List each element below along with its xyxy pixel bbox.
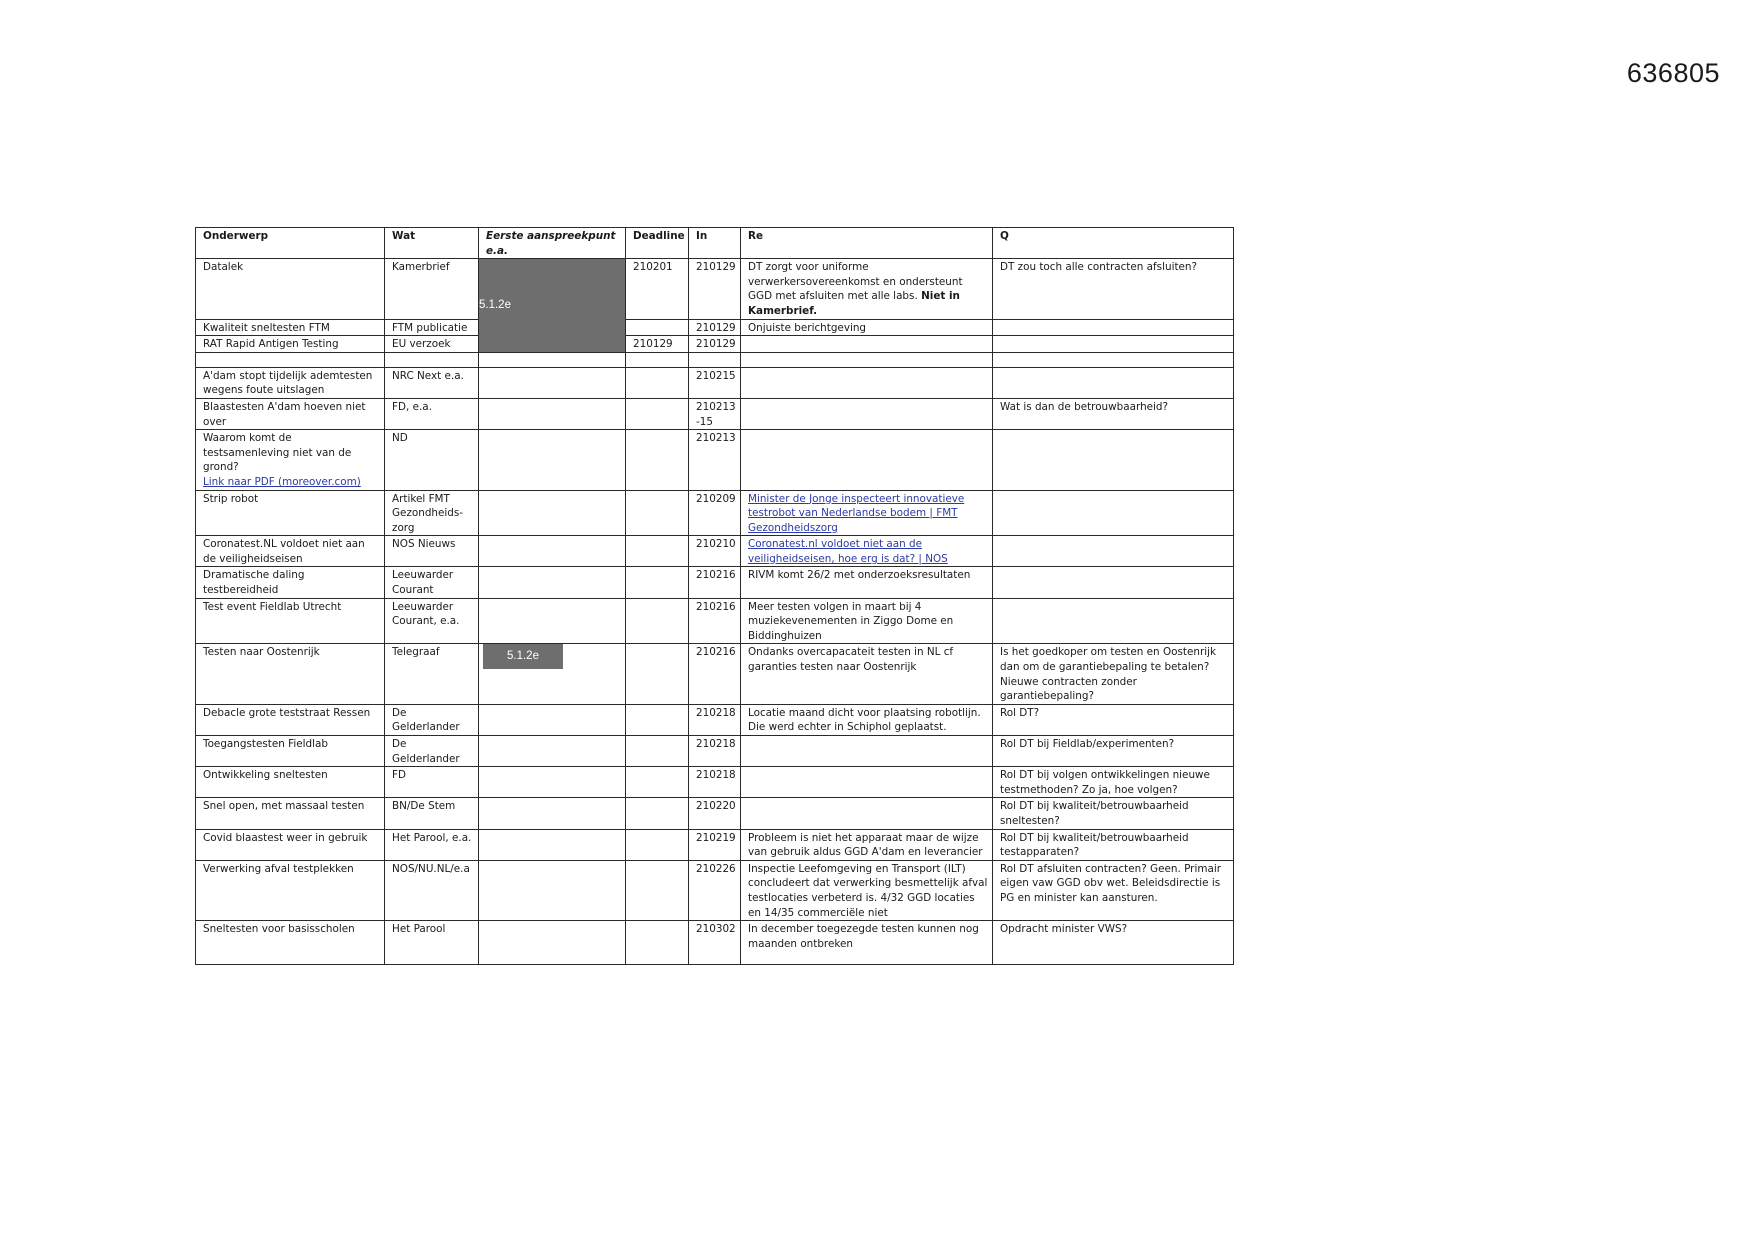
cell-in: 210216 bbox=[689, 567, 741, 598]
cell-onderwerp: Toegangstesten Fieldlab bbox=[196, 736, 385, 767]
cell-re: Locatie maand dicht voor plaatsing robotlijn. Die werd echter in Schiphol geplaatst. bbox=[741, 704, 993, 735]
pdf-link[interactable]: Link naar PDF (moreover.com) bbox=[203, 475, 361, 488]
cell-deadline bbox=[626, 860, 689, 920]
cell-in: 210213-15 bbox=[689, 398, 741, 429]
cell-re bbox=[741, 736, 993, 767]
cell-q bbox=[993, 567, 1234, 598]
cell-wat: EU verzoek bbox=[385, 336, 479, 353]
cell-re: RIVM komt 26/2 met onderzoeksresultaten bbox=[741, 567, 993, 598]
cell-wat: Telegraaf bbox=[385, 644, 479, 704]
table-row bbox=[196, 367, 1234, 398]
cell-deadline bbox=[626, 319, 689, 336]
redaction-code: 5.1.2e bbox=[507, 650, 539, 663]
cell-onderwerp: Sneltesten voor basisscholen bbox=[196, 921, 385, 965]
cell-onderwerp: Strip robot bbox=[196, 490, 385, 536]
cell-onderwerp: Covid blaastest weer in gebruik bbox=[196, 829, 385, 860]
cell-deadline bbox=[626, 352, 689, 367]
cell-re bbox=[741, 352, 993, 367]
cell-aanspreekpunt bbox=[479, 644, 626, 704]
table-row bbox=[196, 644, 1234, 704]
cell-q: Is het goedkoper om testen en Oostenrijk dan om de garantiebepaling te betalen? Nieuwe contracten zonder garantiebepaling? bbox=[993, 644, 1234, 704]
cell-deadline bbox=[626, 644, 689, 704]
header-wat: Wat bbox=[385, 228, 479, 259]
table-header-row bbox=[196, 228, 1234, 259]
table-row bbox=[196, 798, 1234, 829]
table-row bbox=[196, 704, 1234, 735]
redacted-block bbox=[479, 259, 626, 353]
cell-re: Ondanks overcapacateit testen in NL cf garanties testen naar Oostenrijk bbox=[741, 644, 993, 704]
header-onderwerp: Onderwerp bbox=[196, 228, 385, 259]
cell-q bbox=[993, 536, 1234, 567]
cell-wat: Leeuwarder Courant bbox=[385, 567, 479, 598]
cell-wat: NRC Next e.a. bbox=[385, 367, 479, 398]
cell-re bbox=[741, 490, 993, 536]
table-row bbox=[196, 921, 1234, 965]
onderwerp-text: Waarom komt de testsamenleving niet van de grond? bbox=[203, 432, 352, 474]
table-row bbox=[196, 567, 1234, 598]
cell-wat: Leeuwarder Courant, e.a. bbox=[385, 598, 479, 644]
cell-onderwerp: Debacle grote teststraat Ressen bbox=[196, 704, 385, 735]
cell-onderwerp: Dramatische daling testbereidheid bbox=[196, 567, 385, 598]
cell-q bbox=[993, 598, 1234, 644]
cell-aanspreekpunt bbox=[479, 567, 626, 598]
cell-deadline bbox=[626, 829, 689, 860]
cell-q: Rol DT? bbox=[993, 704, 1234, 735]
cell-deadline bbox=[626, 798, 689, 829]
cell-wat bbox=[385, 352, 479, 367]
cell-q: Rol DT bij volgen ontwikkelingen nieuwe testmethoden? Zo ja, hoe volgen? bbox=[993, 767, 1234, 798]
header-aanspreekpunt: Eerste aanspreekpunt e.a. bbox=[479, 228, 626, 259]
cell-deadline bbox=[626, 398, 689, 429]
cell-re bbox=[741, 259, 993, 319]
cell-wat: De Gelderlander bbox=[385, 704, 479, 735]
media-overview-table bbox=[195, 227, 1234, 965]
table-row bbox=[196, 767, 1234, 798]
cell-aanspreekpunt bbox=[479, 598, 626, 644]
cell-wat: Kamerbrief bbox=[385, 259, 479, 319]
cell-aanspreekpunt bbox=[479, 767, 626, 798]
header-in: In bbox=[689, 228, 741, 259]
cell-q bbox=[993, 367, 1234, 398]
cell-q: Rol DT bij Fieldlab/experimenten? bbox=[993, 736, 1234, 767]
cell-deadline bbox=[626, 598, 689, 644]
cell-q: Opdracht minister VWS? bbox=[993, 921, 1234, 965]
table-row bbox=[196, 336, 1234, 353]
cell-re bbox=[741, 430, 993, 490]
cell-onderwerp bbox=[196, 352, 385, 367]
cell-re bbox=[741, 798, 993, 829]
cell-in: 210218 bbox=[689, 704, 741, 735]
cell-in: 210218 bbox=[689, 767, 741, 798]
cell-onderwerp: Test event Fieldlab Utrecht bbox=[196, 598, 385, 644]
cell-in: 210129 bbox=[689, 259, 741, 319]
cell-aanspreekpunt bbox=[479, 367, 626, 398]
cell-aanspreekpunt bbox=[479, 490, 626, 536]
cell-q bbox=[993, 430, 1234, 490]
cell-aanspreekpunt bbox=[479, 430, 626, 490]
cell-in: 210226 bbox=[689, 860, 741, 920]
cell-wat: Het Parool bbox=[385, 921, 479, 965]
cell-aanspreekpunt bbox=[479, 798, 626, 829]
cell-deadline bbox=[626, 767, 689, 798]
cell-re: Probleem is niet het apparaat maar de wijze van gebruik aldus GGD A'dam en leverancier bbox=[741, 829, 993, 860]
article-link[interactable]: Coronatest.nl voldoet niet aan de veiligheidseisen, hoe erg is dat? | NOS bbox=[748, 538, 948, 565]
redacted-block bbox=[483, 644, 563, 669]
cell-wat: ND bbox=[385, 430, 479, 490]
cell-deadline: 210129 bbox=[626, 336, 689, 353]
cell-q: Rol DT bij kwaliteit/betrouwbaarheid sneltesten? bbox=[993, 798, 1234, 829]
cell-in: 210220 bbox=[689, 798, 741, 829]
cell-in bbox=[689, 352, 741, 367]
table-row bbox=[196, 319, 1234, 336]
cell-deadline bbox=[626, 704, 689, 735]
article-link[interactable]: Minister de Jonge inspecteert innovatieve testrobot van Nederlandse bodem | FMT Gezondheidszorg bbox=[748, 492, 965, 534]
cell-deadline bbox=[626, 367, 689, 398]
cell-onderwerp: Verwerking afval testplekken bbox=[196, 860, 385, 920]
cell-aanspreekpunt bbox=[479, 736, 626, 767]
cell-in: 210129 bbox=[689, 336, 741, 353]
cell-aanspreekpunt bbox=[479, 352, 626, 367]
cell-re: In december toegezegde testen kunnen nog maanden ontbreken bbox=[741, 921, 993, 965]
cell-deadline bbox=[626, 490, 689, 536]
cell-q: DT zou toch alle contracten afsluiten? bbox=[993, 259, 1234, 319]
table-row bbox=[196, 490, 1234, 536]
cell-re bbox=[741, 536, 993, 567]
table-row bbox=[196, 430, 1234, 490]
cell-q bbox=[993, 336, 1234, 353]
cell-aanspreekpunt bbox=[479, 860, 626, 920]
cell-wat: FD, e.a. bbox=[385, 398, 479, 429]
cell-deadline bbox=[626, 921, 689, 965]
cell-in: 210210 bbox=[689, 536, 741, 567]
cell-q: Rol DT bij kwaliteit/betrouwbaarheid testapparaten? bbox=[993, 829, 1234, 860]
cell-wat: BN/De Stem bbox=[385, 798, 479, 829]
cell-in: 210216 bbox=[689, 644, 741, 704]
cell-onderwerp: A'dam stopt tijdelijk ademtesten wegens foute uitslagen bbox=[196, 367, 385, 398]
cell-wat: Het Parool, e.a. bbox=[385, 829, 479, 860]
cell-aanspreekpunt bbox=[479, 704, 626, 735]
cell-onderwerp: Testen naar Oostenrijk bbox=[196, 644, 385, 704]
cell-q bbox=[993, 319, 1234, 336]
cell-deadline bbox=[626, 736, 689, 767]
table-row bbox=[196, 736, 1234, 767]
table-row bbox=[196, 536, 1234, 567]
cell-aanspreekpunt bbox=[479, 829, 626, 860]
cell-deadline bbox=[626, 536, 689, 567]
cell-in: 210219 bbox=[689, 829, 741, 860]
table-row bbox=[196, 398, 1234, 429]
cell-in: 210213 bbox=[689, 430, 741, 490]
cell-aanspreekpunt bbox=[479, 921, 626, 965]
cell-q bbox=[993, 352, 1234, 367]
cell-in: 210209 bbox=[689, 490, 741, 536]
cell-onderwerp: Blaastesten A'dam hoeven niet over bbox=[196, 398, 385, 429]
re-bold-text: Niet in Kamerbrief. bbox=[748, 290, 960, 317]
cell-onderwerp: Kwaliteit sneltesten FTM bbox=[196, 319, 385, 336]
cell-re bbox=[741, 767, 993, 798]
cell-onderwerp: Ontwikkeling sneltesten bbox=[196, 767, 385, 798]
cell-re: Meer testen volgen in maart bij 4 muziekevenementen in Ziggo Dome en Biddinghuizen bbox=[741, 598, 993, 644]
cell-in: 210218 bbox=[689, 736, 741, 767]
cell-deadline bbox=[626, 567, 689, 598]
re-text: DT zorgt voor uniforme verwerkersovereenkomst en ondersteunt GGD met afsluiten met alle labs. bbox=[748, 261, 963, 303]
header-re: Re bbox=[741, 228, 993, 259]
header-q: Q bbox=[993, 228, 1234, 259]
cell-onderwerp: Datalek bbox=[196, 259, 385, 319]
cell-deadline: 210201 bbox=[626, 259, 689, 319]
document-number: 636805 bbox=[1626, 58, 1720, 88]
cell-wat: De Gelderlander bbox=[385, 736, 479, 767]
cell-q bbox=[993, 490, 1234, 536]
cell-wat: NOS Nieuws bbox=[385, 536, 479, 567]
cell-re: Onjuiste berichtgeving bbox=[741, 319, 993, 336]
cell-onderwerp: Snel open, met massaal testen bbox=[196, 798, 385, 829]
cell-wat: NOS/NU.NL/e.a bbox=[385, 860, 479, 920]
cell-in: 210216 bbox=[689, 598, 741, 644]
cell-q: Rol DT afsluiten contracten? Geen. Primair eigen vaw GGD obv wet. Beleidsdirectie is PG en minister kan aansturen. bbox=[993, 860, 1234, 920]
cell-re bbox=[741, 398, 993, 429]
cell-wat: FD bbox=[385, 767, 479, 798]
cell-onderwerp: Coronatest.NL voldoet niet aan de veiligheidseisen bbox=[196, 536, 385, 567]
cell-in: 210129 bbox=[689, 319, 741, 336]
table-row bbox=[196, 352, 1234, 367]
cell-aanspreekpunt bbox=[479, 536, 626, 567]
cell-re: Inspectie Leefomgeving en Transport (ILT) concludeert dat verwerking besmettelijk afval testlocaties verbeterd is. 4/32 GGD locaties en 14/35 commerciële niet bbox=[741, 860, 993, 920]
table-row bbox=[196, 829, 1234, 860]
table-row bbox=[196, 598, 1234, 644]
cell-in: 210215 bbox=[689, 367, 741, 398]
cell-aanspreekpunt bbox=[479, 398, 626, 429]
header-deadline: Deadline bbox=[626, 228, 689, 259]
cell-deadline bbox=[626, 430, 689, 490]
cell-re bbox=[741, 336, 993, 353]
redaction-code: 5.1.2e bbox=[479, 299, 511, 312]
cell-wat: FTM publicatie bbox=[385, 319, 479, 336]
cell-onderwerp bbox=[196, 430, 385, 490]
cell-onderwerp: RAT Rapid Antigen Testing bbox=[196, 336, 385, 353]
cell-q: Wat is dan de betrouwbaarheid? bbox=[993, 398, 1234, 429]
cell-in: 210302 bbox=[689, 921, 741, 965]
table-row bbox=[196, 259, 1234, 319]
cell-wat: Artikel FMT Gezondheids-zorg bbox=[385, 490, 479, 536]
table-row bbox=[196, 860, 1234, 920]
cell-re bbox=[741, 367, 993, 398]
